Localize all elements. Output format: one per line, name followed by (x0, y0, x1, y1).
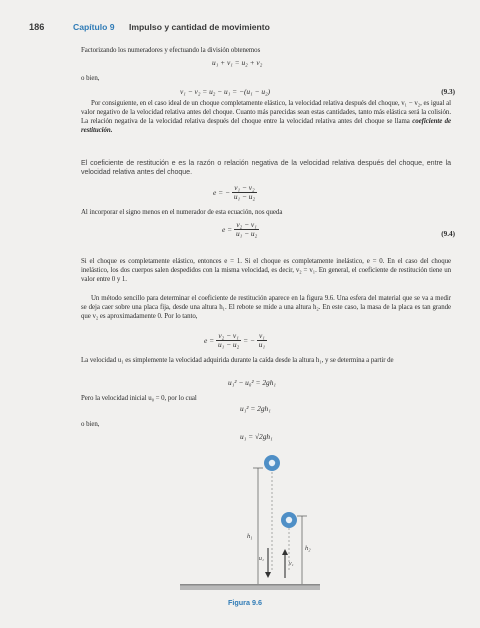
equation-number-9-3: (9.3) (441, 88, 455, 96)
eq94-lhs: e = (222, 225, 233, 234)
plate-edge (180, 584, 320, 586)
v1-arrowhead (282, 549, 288, 555)
equation-u1-root: u₁ = √2gh₁ (240, 432, 273, 441)
equation-velocities-sum: u₁ + v₁ = u₂ + v₂ (212, 58, 263, 67)
paragraph-3: Al incorporar el signo menos en el numerador de esta ecuación, nos queda (81, 209, 283, 216)
paragraph-2-text: Por consiguiente, en el caso ideal de un choque completamente elástico, la velocidad relativa después del choque, v₁ − v₂, es igual al valor negativo de la velocidad relativa antes del choque. Cuanto más parecidas sean estas cantidades, tanto más elástica será la colisión. La relación negativa de la velocidad relativa después del choque entre la velocidad relativa antes del choque se llama (81, 100, 451, 126)
paragraph-6: La velocidad u₁ es simplemente la velocidad adquirida durante la caída desde la altura h₁, y se determina a partir de (81, 357, 394, 364)
eq-e2-lhs: e = (204, 336, 215, 345)
eq94-denominator: u₁ − u₂ (235, 229, 258, 238)
eq-e2-denominator-2: u₁ (258, 340, 266, 349)
ball-rebound-highlight (286, 517, 292, 523)
paragraph-7: Pero la velocidad inicial u₀ = 0, por lo cual (81, 395, 197, 402)
page-number: 186 (29, 22, 45, 32)
ball-initial-highlight (269, 460, 275, 466)
u1-arrowhead (265, 572, 271, 578)
chapter-title: Impulso y cantidad de movimiento (129, 22, 270, 32)
figure-caption: Figura 9.6 (228, 598, 262, 607)
o-bien-2: o bien, (81, 421, 100, 428)
label-u1: u₁ (259, 556, 264, 562)
equation-9-3: v₁ − v₂ = u₂ − u₁ = −(u₁ − u₂) (180, 87, 271, 96)
label-h1: h₁ (247, 533, 253, 540)
definition-box: El coeficiente de restitución e es la razón o relación negativa de la velocidad relativa después del choque, entre la velocidad relativa antes del choque. (81, 159, 451, 177)
o-bien-1: o bien, (81, 75, 100, 82)
equation-u1-kinematics: u₁² − u₀² = 2gh₁ (228, 378, 276, 387)
eq-e2-sign: = − (243, 336, 255, 345)
equation-u1-squared: u₁² = 2gh₁ (240, 404, 271, 413)
paragraph-4: Si el choque es completamente elástico, entonces e = 1. Si el choque es completamente inelástico, e = 0. En el caso del choque inelástico, los dos cuerpos salen despedidos con la misma velocidad, es decir, v₂ = v₁. En general, el coeficiente de restitución tiene un valor entre 0 y 1. (81, 258, 451, 284)
eq-e1-numerator: v₁ − v₂ (232, 184, 257, 193)
eq-e1-denominator: u₁ − u₂ (233, 192, 256, 201)
paragraph-5: Un método sencillo para determinar el coeficiente de restitución aparece en la figura 9.6. Una esfera del material que se va a medir se deja caer sobre una placa fija, desde una altura h₁. El rebote se mide a una altura h₂. En este caso, la masa de la placa es tan grande que v₂ es aproximadamente 0. Por lo tanto, (81, 295, 451, 321)
term-coeficiente-restitucion: coeficiente de restitución. (81, 118, 451, 135)
eq-e2-numerator-2: v₁ (257, 332, 267, 341)
eq-e2-denominator-1: u₁ − u₂ (217, 340, 240, 349)
chapter-label: Capítulo 9 (73, 22, 115, 32)
label-h2: h₂ (305, 545, 311, 552)
equation-number-9-4: (9.4) (441, 230, 455, 238)
eq-e1-lhs: e = − (213, 188, 230, 197)
label-v1: v₁ (289, 561, 294, 567)
eq94-numerator: v₂ − v₁ (234, 221, 259, 230)
paragraph-1: Factorizando los numeradores y efectuando la división obtenemos (81, 47, 261, 54)
eq-e2-numerator-1: v₂ − v₁ (216, 332, 241, 341)
